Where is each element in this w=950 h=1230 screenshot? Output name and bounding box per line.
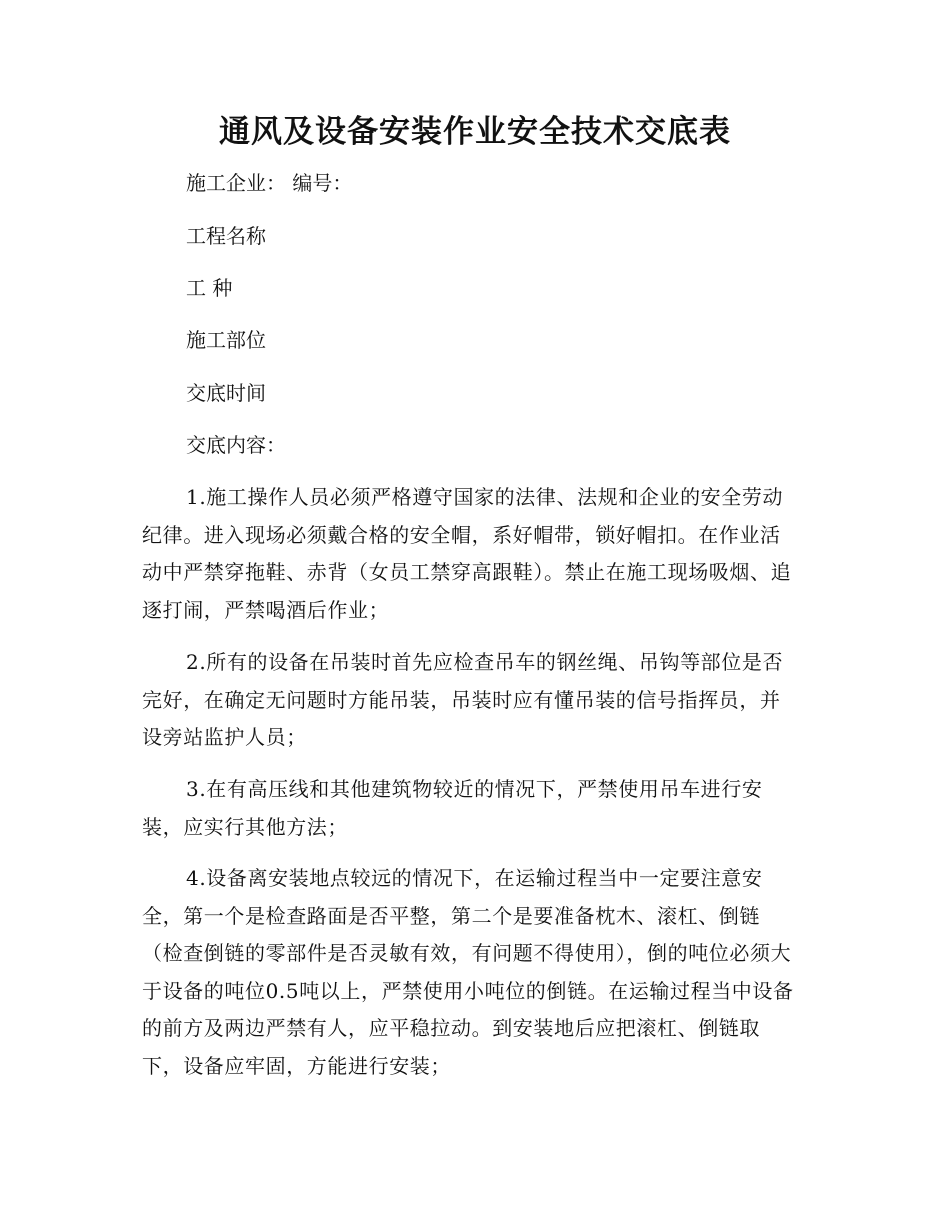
work-type-field: 工 种 <box>186 276 233 300</box>
location-field: 施工部位 <box>186 328 266 352</box>
project-name-field: 工程名称 <box>186 224 266 248</box>
paragraph-3: 3.在有高压线和其他建筑物较近的情况下，严禁使用吊车进行安装，应实行其他方法； <box>142 777 763 839</box>
paragraph-1: 1.施工操作人员必须严格遵守国家的法律、法规和企业的安全劳动纪律。进入现场必须戴合格的安全帽，系好帽带，锁好帽扣。在作业活动中严禁穿拖鞋、赤背（女员工禁穿高跟鞋）。禁止在施工现场吸烟、追逐打闹，严禁喝酒后作业； <box>142 485 792 622</box>
content-label: 交底内容： <box>186 433 286 457</box>
time-field: 交底时间 <box>186 381 266 405</box>
paragraph-2: 2.所有的设备在吊装时首先应检查吊车的钢丝绳、吊钩等部位是否完好，在确定无问题时方能吊装，吊装时应有懂吊装的信号指挥员，并设旁站监护人员； <box>142 650 784 749</box>
company-field: 施工企业： 编号： <box>186 171 353 195</box>
paragraph-4: 4.设备离安装地点较远的情况下，在运输过程当中一定要注意安全，第一个是检查路面是否平整，第二个是要准备枕木、滚杠、倒链（检查倒链的零部件是否灵敏有效，有问题不得使用），倒的吨位必须大于设备的吨位0.5吨以上，严禁使用小吨位的倒链。在运输过程当中设备的前方及两边严禁有人，应平稳拉动。到安装地后应把滚杠、倒链取下，设备应牢固，方能进行安装； <box>142 866 794 1078</box>
document-title: 通风及设备安装作业安全技术交底表 <box>219 114 731 150</box>
